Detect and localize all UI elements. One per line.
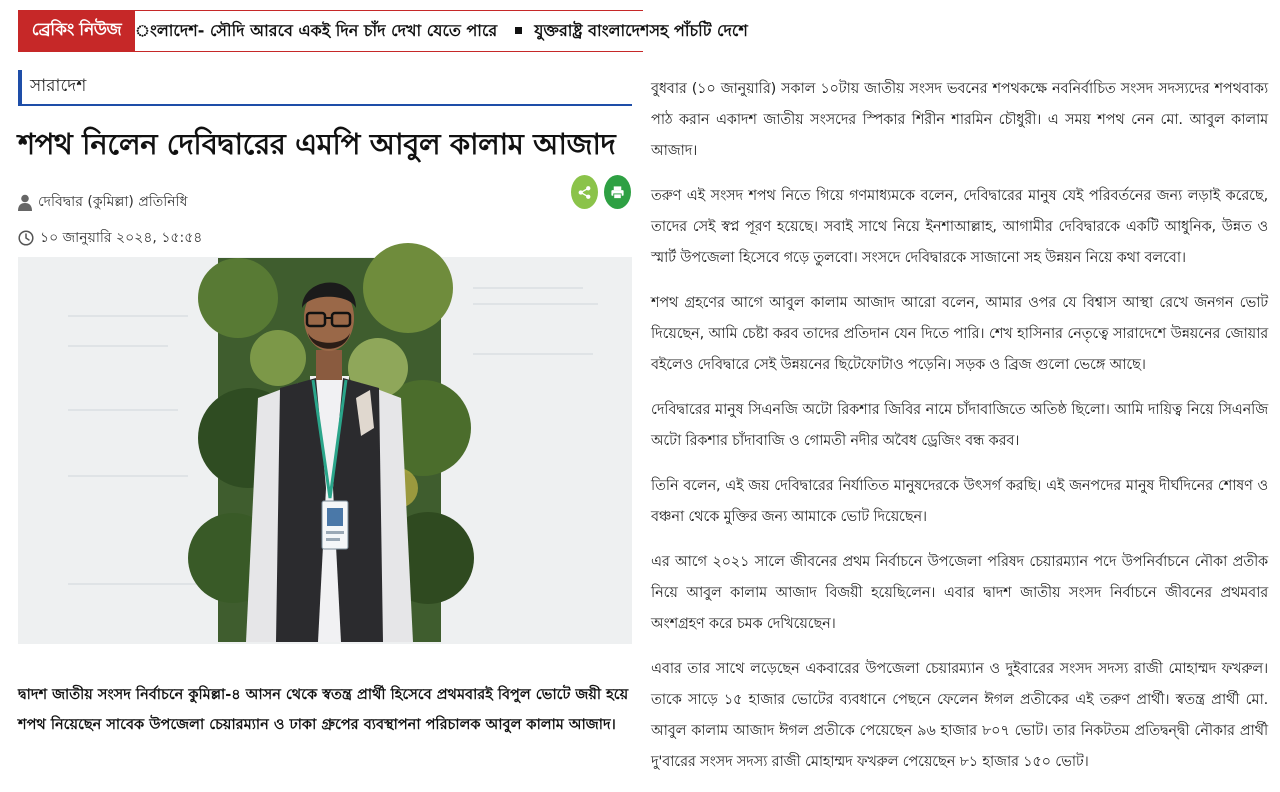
portrait-illustration [218, 258, 441, 642]
printer-icon [610, 185, 625, 200]
byline-text: দেবিদ্বার (কুমিল্লা) প্রতিনিধি [38, 194, 188, 210]
person-icon [18, 194, 32, 211]
article-image-frame [18, 257, 632, 644]
section-category-label: সারাদেশ [30, 76, 87, 96]
breaking-news-ticker [18, 10, 748, 52]
ticker-track [135, 18, 762, 45]
article-paragraph: এর আগে ২০২১ সালে জীবনের প্রথম নির্বাচনে উপজেলা পরিষদ চেয়ারম্যান পদে উপনির্বাচনে নৌকা প্রতীক নিয়ে আবুল কালাম আজাদ বিজয়ী হয়েছিলেন। এবার দ্বাদশ জাতীয় সংসদ নির্বাচনে জীবনের প্রথমবার অংশগ্রহণ করে চমক দেখিয়েছেন। [651, 554, 1268, 632]
article-paragraph: শপথ গ্রহণের আগে আবুল কালাম আজাদ আরো বলেন, আমার ওপর যে বিশ্বাস আস্থা রেখে জনগন ভোট দিয়েছেন, আমি চেষ্টা করব তাদের প্রতিদান যেন দিতে পারি। শেখ হাসিনার নেতৃত্বে সারাদেশে উন্নয়নের জোয়ার বইলেও দেবিদ্বারে সেই উন্নয়নের ছিটেফোটাও পড়েনি। সড়ক ও ব্রিজ গুলো ভেঙ্গে আছে। [651, 295, 1268, 373]
section-category[interactable] [18, 70, 632, 106]
mp-portrait-photo [218, 258, 441, 642]
print-button[interactable] [604, 175, 631, 209]
article-lead: দ্বাদশ জাতীয় সংসদ নির্বাচনে কুমিল্লা-৪ আসন থেকে স্বতন্ত্র প্রার্থী হিসেবে প্রথমবারই বিপুল ভোটে জয়ী হয়ে শপথ নিয়েছেন সাবেক উপজেলা চেয়ারম্যান ও ঢাকা গ্রুপের ব্যবস্থাপনা পরিচালক আবুল কালাম আজাদ। [18, 687, 629, 733]
publish-date [18, 226, 202, 250]
share-icon [577, 185, 592, 200]
ticker-item[interactable]: ংলাদেশ- সৌদি আরবে একই দিন চাঁদ দেখা যেতে পারে [135, 20, 498, 40]
byline [18, 190, 188, 214]
article-headline: শপথ নিলেন দেবিদ্বারের এমপি আবুল কালাম আজাদ [18, 127, 616, 161]
share-button[interactable] [571, 175, 598, 209]
breaking-news-label: ব্রেকিং নিউজ [18, 10, 135, 52]
article-paragraph: তরুণ এই সংসদ শপথ নিতে গিয়ে গণমাধ্যমকে বলেন, দেবিদ্বারের মানুষ যেই পরিবর্তনের জন্য লড়াই করেছে, তাদের সেই স্বপ্ন পূরণ হয়েছে। সবাই সাথে নিয়ে ইনশাআল্লাহ, আগামীর দেবিদ্বারকে একটি আধুনিক, উন্নত ও স্মার্ট উপজেলা হিসেবে গড়ে তুলবো। সংসদে দেবিদ্বারকে সাজানো সহ উন্নয়ন নিয়ে কথা বলবো। [651, 188, 1268, 266]
article-paragraph: বুধবার (১০ জানুয়ারি) সকাল ১০টায় জাতীয় সংসদ ভবনের শপথকক্ষে নবনির্বাচিত সংসদ সদস্যদের শপথবাক্য পাঠ করান একাদশ জাতীয় সংসদের স্পিকার শিরীন শারমিন চৌধুরী। এ সময় শপথ নেন মো. আবুল কালাম আজাদ। [651, 81, 1268, 159]
article-paragraph: দেবিদ্বারের মানুষ সিএনজি অটো রিকশার জিবির নামে চাঁদাবাজিতে অতিষ্ঠ ছিলো। আমি দায়িত্ব নিয়ে সিএনজি অটো রিকশার চাঁদাবাজি ও গোমতী নদীর অবৈধ ড্রেজিং বন্ধ করব। [651, 402, 1268, 449]
article-paragraph: তিনি বলেন, এই জয় দেবিদ্বারের নির্যাতিত মানুষদেরকে উৎসর্গ করছি। এই জনপদের মানুষ দীর্ঘদিনের শোষণ ও বঞ্চনা থেকে মুক্তির জন্য আমাকে ভোট দিয়েছেন। [651, 478, 1268, 525]
publish-date-text: ১০ জানুয়ারি ২০২৪, ১৫:৫৪ [40, 230, 203, 246]
article-paragraph: এবার তার সাথে লড়েছেন একবারের উপজেলা চেয়ারম্যান ও দুইবারের সংসদ সদস্য রাজী মোহাম্মদ ফখরুল। তাকে সাড়ে ১৫ হাজার ভোটের ব্যবধানে পেছনে ফেলেন ঈগল প্রতীকের এই তরুণ প্রার্থী। স্বতন্ত্র প্রার্থী মো. আবুল কালাম আজাদ ঈগল প্রতীকে পেয়েছেন ৯৬ হাজার ৮০৭ ভোট। তার নিকটতম প্রতিদ্বন্দ্বী নৌকার প্রার্থী দু'বারের সংসদ সদস্য রাজী মোহাম্মদ ফখরুল পেয়েছেন ৮১ হাজার ১৫০ ভোট। [651, 661, 1268, 770]
article-body [651, 74, 1268, 792]
clock-icon [18, 230, 34, 246]
ticker-separator-icon [515, 27, 522, 34]
ticker-item[interactable]: যুক্তরাষ্ট্র বাংলাদেশসহ পাঁচটি দেশে [534, 20, 748, 40]
